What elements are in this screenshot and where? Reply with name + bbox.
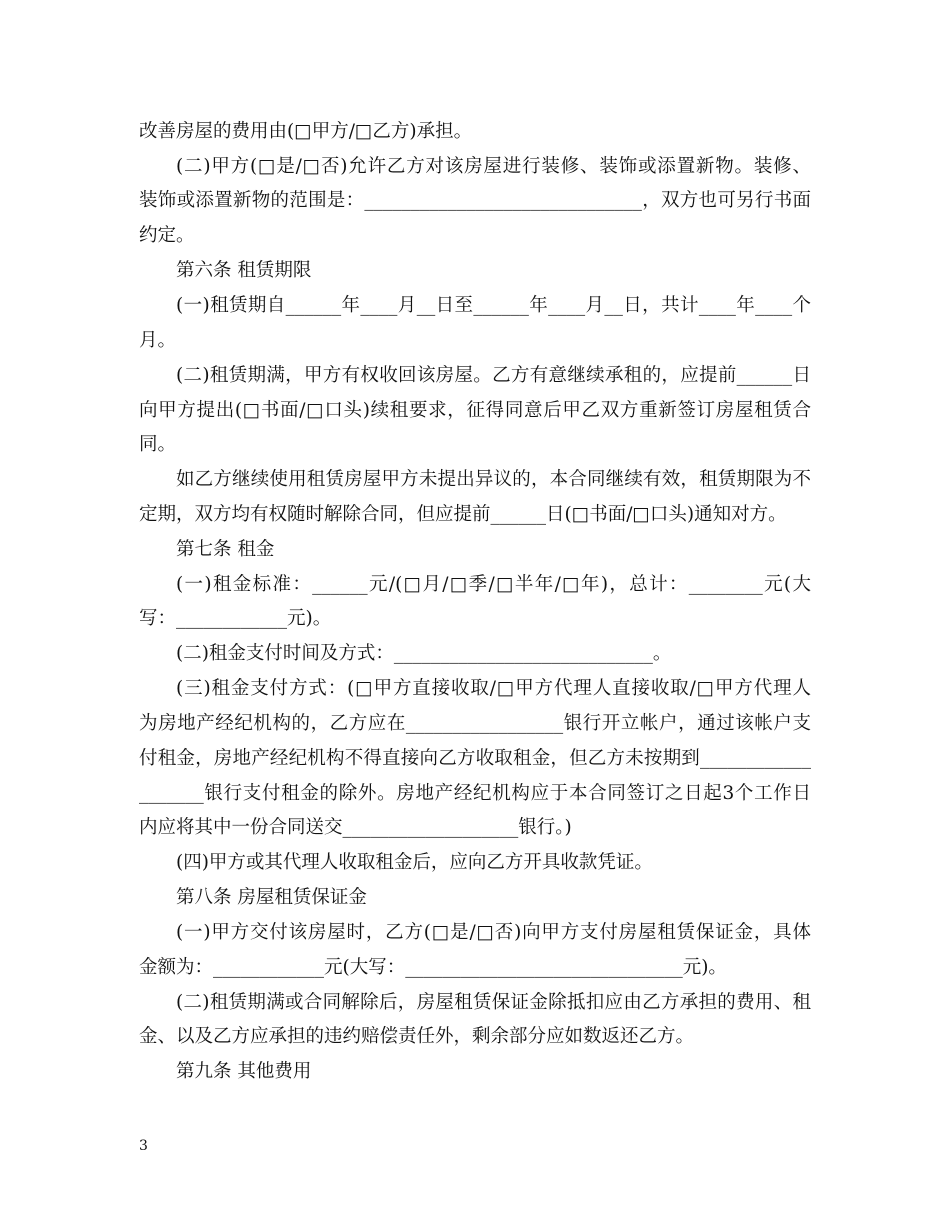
text-line-20: _______银行支付租金的除外。房地产经纪机构应于本合同签订之日起3个工作日 [139,783,811,804]
text-line-14: (一)租金标准：______元/(□月/□季/□半年/□年)，总计：________元(大 [176,574,811,595]
section-heading-7: 第七条 租金 [176,539,275,560]
text-line-11: 如乙方继续使用租赁房屋甲方未提出异议的，本合同继续有效，租赁期限为不 [176,469,811,490]
text-line-4: 约定。 [139,225,195,246]
text-line-17: (三)租金支付方式：(□甲方直接收取/□甲方代理人直接收取/□甲方代理人 [176,678,811,699]
text-line-19: 付租金，房地产经纪机构不得直接向乙方收取租金，但乙方未按期到____________ [139,748,811,769]
text-line-1: 改善房屋的费用由(□甲方/□乙方)承担。 [139,121,473,142]
text-line-10: 同。 [139,434,177,455]
text-line-7: 月。 [139,330,177,351]
text-line-18: 为房地产经纪机构的，乙方应在_________________银行开立帐户，通过该帐户支 [139,713,811,734]
text-line-2: (二)甲方(□是/□否)允许乙方对该房屋进行装修、装饰或添置新物。装修、 [176,156,811,177]
text-line-27: 金、以及乙方应承担的违约赔偿责任外，剩余部分应如数返还乙方。 [139,1026,695,1047]
text-line-15: 写：____________元)。 [139,608,332,629]
text-line-12: 定期，双方均有权随时解除合同，但应提前______日(□书面/□口头)通知对方。 [139,504,787,525]
text-line-9: 向甲方提出(□书面/□口头)续租要求，征得同意后甲乙双方重新签订房屋租赁合 [139,400,811,421]
text-line-3: 装饰或添置新物的范围是：______________________________，双方也可另行书面 [139,190,811,211]
text-line-22: (四)甲方或其代理人收取租金后，应向乙方开具收款凭证。 [176,852,653,873]
section-heading-9: 第九条 其他费用 [176,1061,312,1082]
page-number: 3 [139,1138,148,1154]
text-line-25: 金额为：____________元(大写：______________________________元)。 [139,957,727,978]
text-line-26: (二)租赁期满或合同解除后，房屋租赁保证金除抵扣应由乙方承担的费用、租 [176,992,811,1013]
text-line-6: (一)租赁期自______年____月__日至______年____月__日，共计____年____个 [176,295,811,316]
text-line-21: 内应将其中一份合同送交___________________银行。) [139,817,572,838]
text-line-8: (二)租赁期满，甲方有权收回该房屋。乙方有意继续承租的，应提前______日 [176,365,811,386]
text-line-16: (二)租金支付时间及方式：____________________________。 [176,643,672,664]
section-heading-6: 第六条 租赁期限 [176,260,312,281]
section-heading-8: 第八条 房屋租赁保证金 [176,887,367,908]
text-line-24: (一)甲方交付该房屋时，乙方(□是/□否)向甲方支付房屋租赁保证金，具体 [176,922,811,943]
